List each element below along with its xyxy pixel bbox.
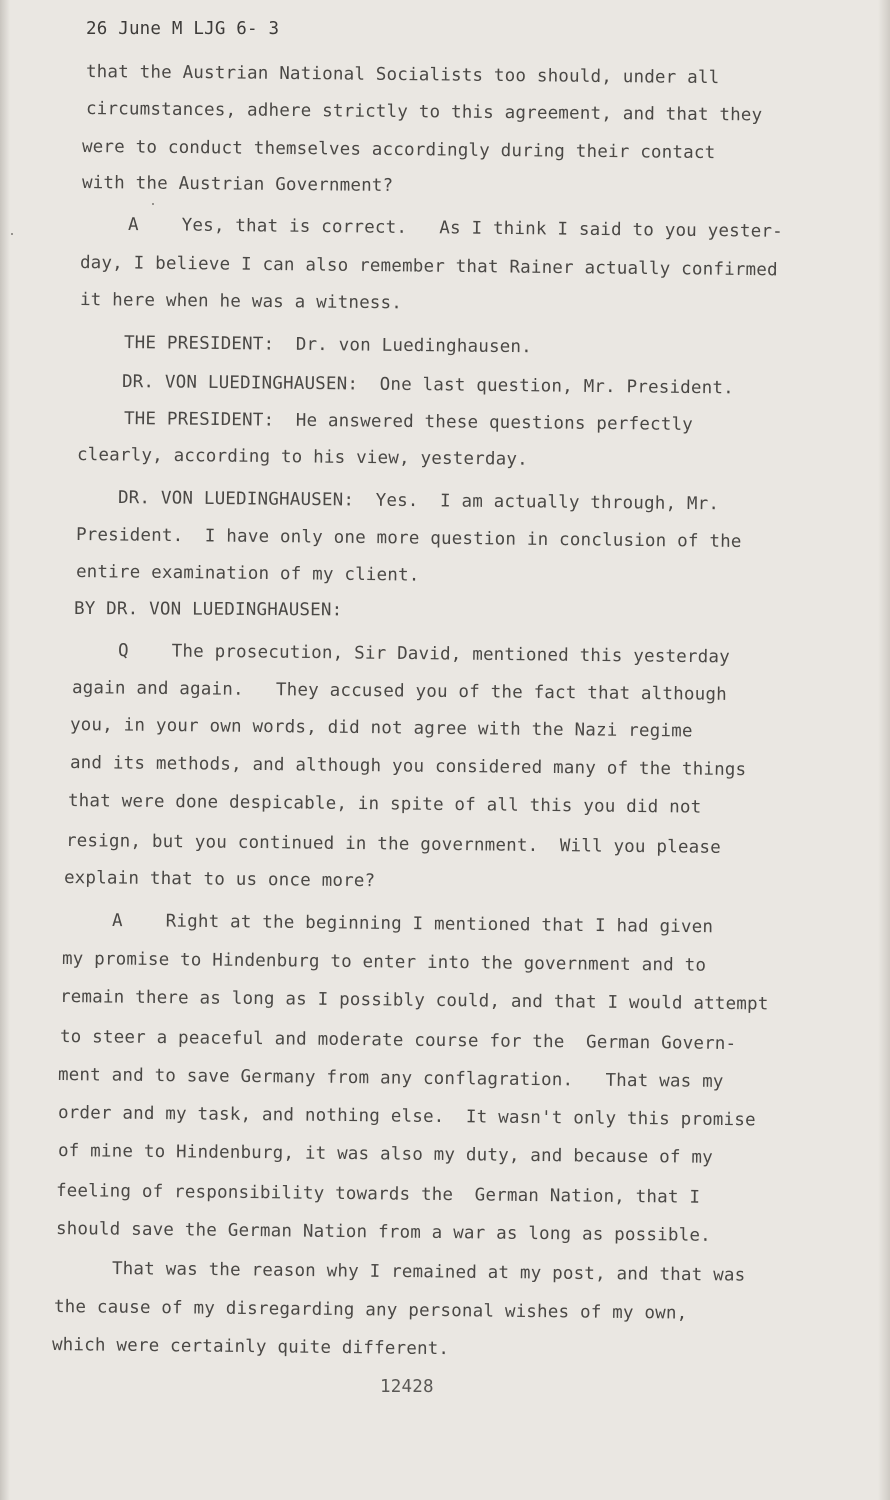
text-line: entire examination of my client. [75, 562, 420, 586]
text-line: resign, but you continued in the government. Will you please [65, 831, 721, 858]
text-line: to steer a peaceful and moderate course for the German Govern- [59, 1027, 737, 1055]
text-line: day, I believe I can also remember that Rainer actually confirmed [79, 253, 778, 281]
text-line: again and again. They accused you of the fact that although [71, 678, 727, 705]
text-line: and its methods, and although you considered many of the things [69, 753, 747, 781]
text-line: feeling of responsibility towards the German Nation, that I [55, 1181, 701, 1208]
text-line: that the Austrian National Socialists too should, under all [85, 62, 720, 89]
text-line: circumstances, adhere strictly to this agreement, and that they [85, 99, 763, 126]
section-heading: BY DR. VON LUEDINGHAUSEN: [73, 599, 343, 621]
text-line: That was the reason why I remained at my post, and that was [111, 1259, 746, 1286]
text-line: clearly, according to his view, yesterday. [76, 445, 529, 470]
text-line: A Yes, that is correct. As I think I said to you yester- [127, 215, 783, 242]
paper-speck [152, 203, 154, 205]
page-header: 26 June M LJG 6- 3 [86, 19, 280, 39]
text-line: the cause of my disregarding any personal wishes of my own, [53, 1297, 688, 1324]
text-line: explain that to us once more? [63, 868, 376, 892]
text-line: order and my task, and nothing else. It wasn't only this promise [57, 1103, 756, 1131]
text-line: A Right at the beginning I mentioned that I had given [111, 911, 714, 938]
page-number: 12428 [380, 1377, 434, 1397]
speaker-line: THE PRESIDENT: He answered these questions perfectly [123, 409, 694, 435]
speaker-line: THE PRESIDENT: Dr. von Luedinghausen. [123, 333, 533, 358]
speaker-line: DR. VON LUEDINGHAUSEN: Yes. I am actually through, Mr. [117, 488, 720, 515]
text-line: were to conduct themselves accordingly during their contact [81, 137, 716, 164]
page-edge-right [878, 0, 890, 1500]
text-line: which were certainly quite different. [51, 1335, 450, 1360]
paper-speck [11, 233, 13, 235]
text-line: it here when he was a witness. [79, 290, 403, 314]
text-line: my promise to Hindenburg to enter into the government and to [61, 949, 707, 976]
text-line: that were done despicable, in spite of all this you did not [67, 791, 702, 818]
text-line: remain there as long as I possibly could, and that I would attempt [59, 987, 769, 1015]
speaker-line: DR. VON LUEDINGHAUSEN: One last question, Mr. President. [121, 372, 735, 399]
page-edge-left [0, 0, 10, 1500]
text-line: with the Austrian Government? [81, 173, 394, 196]
text-line: should save the German Nation from a war as long as possible. [55, 1219, 711, 1246]
text-line: President. I have only one more question in conclusion of the [75, 525, 742, 552]
text-line: you, in your own words, did not agree with the Nazi regime [69, 715, 693, 742]
text-line: Q The prosecution, Sir David, mentioned this yesterday [117, 641, 731, 668]
text-line: of mine to Hindenburg, it was also my duty, and because of my [57, 1141, 713, 1168]
text-line: ment and to save Germany from any conflagration. That was my [57, 1065, 724, 1092]
